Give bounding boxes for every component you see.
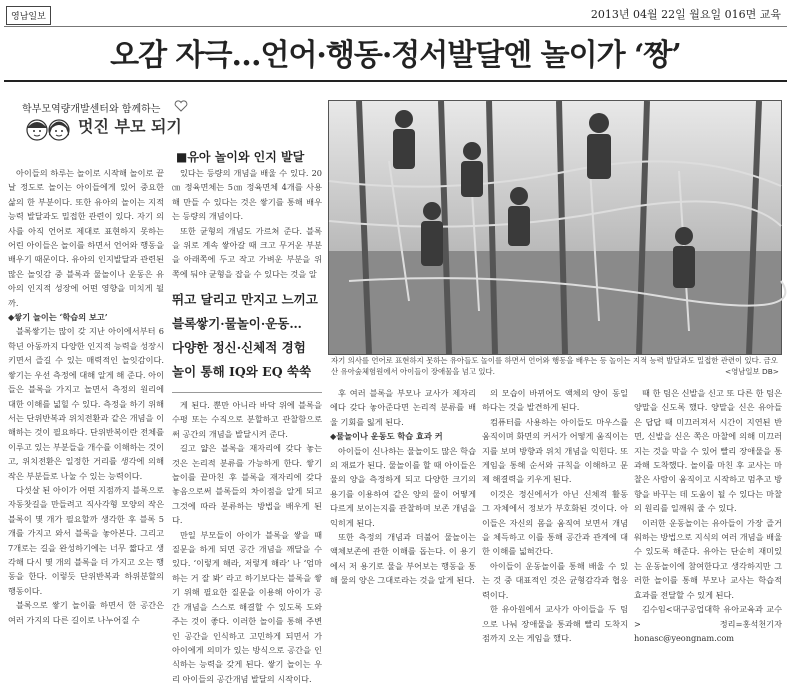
dateline: 2013년 04월 22일 월요일 016면 교육 xyxy=(590,8,781,21)
paragraph: 이러한 운동놀이는 유아들이 가장 즐거워하는 방법으로 지식의 여러 개념을 배울 수 있도록 해준다. 유아는 단순히 재미있는 운동놀이에 참여한다고 생각하지만 그러한 놀이를 통해 부모나 교사는 학습적 효과를 전달할 수 있게 된다. xyxy=(634,517,782,600)
paragraph: 컴퓨터를 사용하는 아이들도 마우스를 움직이며 화면의 커서가 어떻게 움직이는지를 보며 방향과 위치 개념을 익힌다. 또 게임을 통해 순서와 규칙을 이해하고 문제 해결력을 키우게 된다. xyxy=(482,416,628,485)
series-banner xyxy=(8,98,308,146)
paragraph: 다섯살 된 아이가 어떤 지점까지 블록으로 자동찻길을 만들려고 직사각형 모양의 작은 블록이 몇 개가 필요할까 생각한 후 블록 5개를 가지고 와서 블록을 놓아본다. 그리고 7개로는 길을 완성하기에는 너무 짧다고 생각해 다시 몇 개의 블록을 더 가지고 오는 행동을 한다. 이렇듯 단위반복과 하위분할의 행동이다. xyxy=(8,484,164,596)
paragraph: 또한 균형의 개념도 가르쳐 준다. 블록을 위로 계속 쌓아갈 때 크고 무거운 부분을 아래쪽에 두고 작고 가벼운 부분을 위쪽에 둬야 균형을 잡을 수 있다는 것을 알 xyxy=(172,225,322,279)
article-column-5 xyxy=(482,386,628,643)
paragraph: 의 모습이 바뀌어도 액체의 양이 동일하다는 것을 발견하게 된다. xyxy=(482,388,628,413)
series-title: 멋진 부모 되기 xyxy=(78,117,182,136)
paragraph: 아이들이 운동놀이를 통해 배울 수 있는 것 중 대표적인 것은 균형감각과 협응력이다. xyxy=(482,560,628,600)
heart-icon xyxy=(174,100,188,112)
pull-quote-line: 놀이 통해 IQ와 EQ 쑥쑥 xyxy=(172,364,312,379)
pull-quote-line: 다양한 정신·신체적 경험 xyxy=(172,340,306,355)
paragraph: 만일 부모들이 아이가 블록을 쌓을 때 질문을 하게 되면 공간 개념을 깨달을 수 있다. ‘이렇게 해라, 저렇게 해라’ 나 ‘엄마 하는 거 잘 봐’ 라고 하기보다는 블록을 쌓기 위해 필요한 질문을 이용해 아이가 공간 개념을 스스로 해결할 수 있도록 도와 주는 것이 좋다. 이러한 놀이를 통해 주변 인 공간을 인식하고 고민하게 되면서 가 아이에게 의미가 있는 방식으로 공간을 인식하는 능력을 갖게 된다. 쌓기 놀이는 우리 아이들의 공간개념 발달의 시작이다. xyxy=(172,529,322,684)
paragraph: 블록으로 쌓기 놀이를 하면서 한 공간은 여러 가지의 다른 길이로 나누어질 수 xyxy=(8,600,164,625)
paragraph: 아이들의 하루는 놀이로 시작해 놀이로 끝날 정도로 놀이는 아이들에게 있어 중요한 삶의 한 부분이다. 또한 유아의 놀이는 지적 능력 발달과도 밀접한 관련이 있다. 자기 의사를 아직 언어로 제대로 표현하지 못하는 어린 아이들은 놀이를 하면서 언어와 행동을 배우기 때문이다. 유아의 인지발달과 관련된 많은 놀잇감 중 블록과 물놀이나 운동은 유아의 인지적 성장에 어떤 영향을 미치게 될까. xyxy=(8,168,164,308)
headline: 오감 자극…언어·행동·정서발달엔 놀이가 ‘짱’ xyxy=(110,38,681,73)
forest-playground-image xyxy=(329,101,781,354)
paragraph: 있다는 등량의 개념을 배울 수 있다. 20㎝ 정육면체는 5㎝ 정육면체 4개를 사용해 만들 수 있다는 것은 쌓기를 통해 배우는 등량의 개념이다. xyxy=(172,168,322,222)
series-subtitle: 학부모역량개발센터와 함께하는 xyxy=(22,104,161,115)
photo-credit: <영남일보 DB> xyxy=(724,367,779,376)
paragraph: 이것은 정신에서가 아닌 신체적 활동 그 자체에서 정보가 부호화된 것이다. 아이들은 자신의 몸을 움직여 보면서 개념을 체득하고 이를 통해 공간과 관계에 대한 이해를 넓혀간다. xyxy=(482,488,628,557)
photo-caption xyxy=(331,355,779,377)
paragraph: 블록쌓기는 많이 갖 지난 아이에서부터 6학년 아동까지 다양한 인지적 능력을 성장시키면서 즐길 수 있는 매력적인 놀잇감이다. 쌓기는 우선 측정에 대해 알게 해 준다. 아이들은 블록을 가지고 놀면서 측정의 원리에 대한 이해를 넓힐 수 있다. 측정을 하기 위해서는 단위반복과 위치전환과 같은 개념을 이해하는 것이 필요하다. 단위반복이란 전체를 이루고 있는 부분들을 개수를 이해하는 것이고, 위치전환은 일정한 거리를 생각에 의해 작은 부분들로 나눌 수 있는 능력이다. xyxy=(8,326,164,481)
pull-quote-rule xyxy=(172,392,322,393)
subheading: ◆쌓기 놀이는 ‘학습의 보고’ xyxy=(8,312,108,323)
pull-quote-line: 블록쌓기·물놀이·운동… xyxy=(172,316,302,331)
pull-quote-line: 뛰고 달리고 만지고 느끼고 xyxy=(172,292,318,307)
paragraph: 아이들이 신나하는 물놀이도 많은 학습의 재료가 된다. 물놀이를 할 때 아이들은 물의 양을 측정하게 되고 다양한 크기의 용기를 이용하여 같은 양의 물이 어떻게 다르게 보이는지를 관찰하며 보존 개념을 익히게 된다. xyxy=(330,445,476,528)
article-column-6 xyxy=(634,386,782,643)
paragraph: 한 유아원에서 교사가 아이들을 두 팀으로 나눠 장애물을 통과해 빨리 도착지점까지 오는 게임을 했다. xyxy=(482,604,628,643)
headline-rule xyxy=(4,80,787,82)
caption-text: 자기 의사를 언어로 표현하지 못하는 유아들도 놀이를 하면서 언어와 행동을 배우는 등 놀이는 지적 능력 발달과도 밀접한 관련이 있다. 금오산 유아숲체험원에서 아이들이 장애물을 넘고 있다. xyxy=(331,356,778,376)
newspaper-logo: 영남일보 xyxy=(6,6,51,25)
children-photo xyxy=(328,100,782,355)
article-column-4 xyxy=(330,386,476,612)
section-title: ■유아 놀이와 인지 발달 xyxy=(176,150,305,164)
article-column-1 xyxy=(8,166,164,625)
paragraph: 게 된다. 뿐만 아니라 바닥 위에 블록을 수평 또는 수직으로 분할하고 관찰함으로써 공간의 개념을 발달시켜 준다. xyxy=(172,400,322,439)
paragraph: 후 여러 블록을 부모나 교사가 제자리에다 갖다 놓아준다면 논리적 분류를 배울 기회를 잃게 된다. xyxy=(330,388,476,427)
paragraph: 또한 측정의 개념과 더불어 물놀이는 액체보존에 관한 이해를 돕는다. 이 용기에서 저 용기로 물을 부어보는 행동을 통해 물의 양은 그대로라는 것을 알게 된다. xyxy=(330,532,476,586)
paragraph: 때 한 팀은 신발을 신고 또 다른 한 팀은 양말을 신도록 했다. 양말을 신은 유아들은 답답 때 미끄러져서 시간이 지연된 반면, 신발을 신은 쪽은 마찰에 의해 미끄러지는 것을 막을 수 있어 빨리 장애물을 통과해 도착했다. 놀이를 마친 후 교사는 마찰은 사람이 움직이고 시작하고 멈추고 방향을 바꾸는 데 도움이 될 수 있다는 마찰의 원리를 일깨워 줄 수 있다. xyxy=(634,388,782,514)
subheading: ◆물놀이나 운동도 학습 효과 커 xyxy=(330,431,443,442)
parents-illustration-icon xyxy=(24,116,72,142)
masthead xyxy=(0,0,791,28)
article-column-2 xyxy=(172,166,322,284)
pull-quote xyxy=(172,288,320,384)
article-column-3 xyxy=(172,398,322,684)
paragraph: 김수임<대구공업대학 유아교육과 교수> 정리=홍석천기자 honasc@yeongnam.com xyxy=(634,604,782,643)
top-rule xyxy=(4,26,787,27)
paragraph: 길고 얇은 블록을 재자리에 갖다 놓는 것은 논리적 분류를 가능하게 한다. 쌓기 놀이를 끝마친 후 블록을 재자리에 갖다 놓음으로써 블록들의 차이점을 알게 되고 그것에 따라 분류하는 방법을 배우게 된다. xyxy=(172,443,322,526)
